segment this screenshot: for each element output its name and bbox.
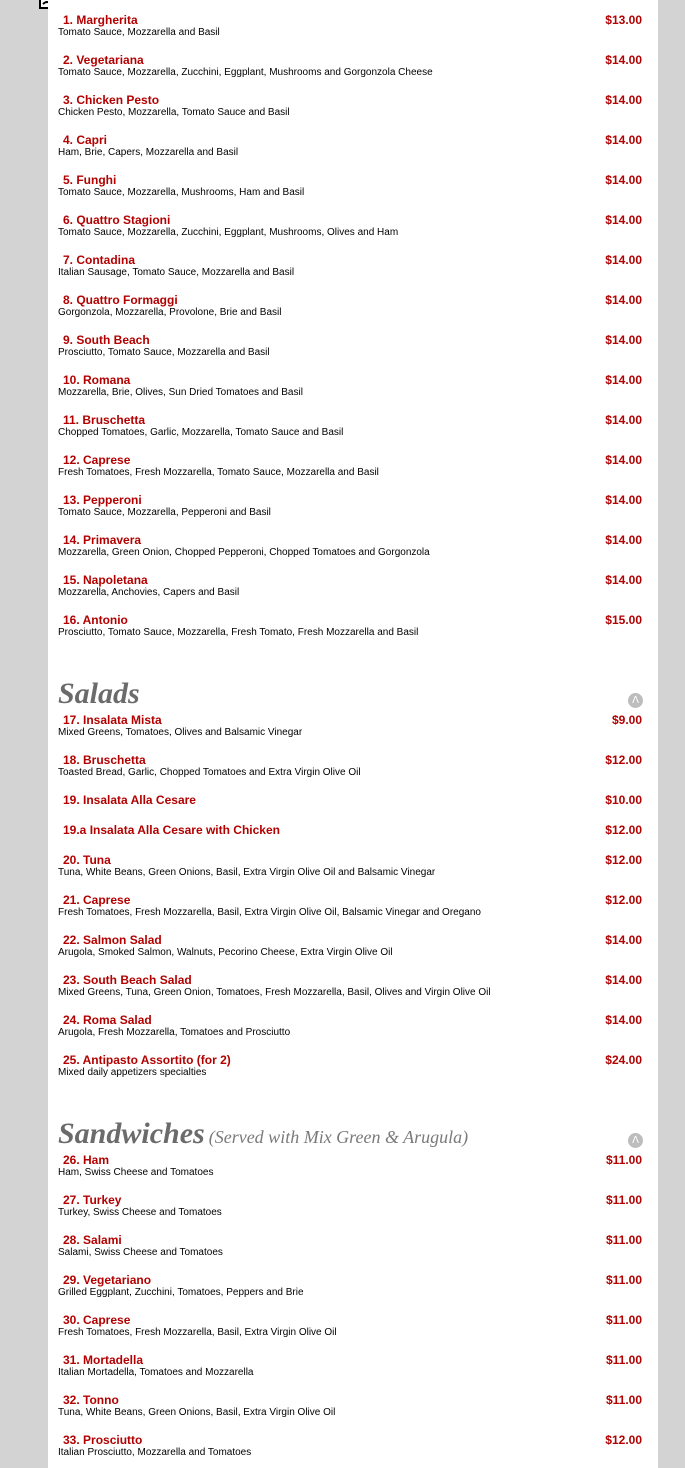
item-name: 15. Napoletana <box>63 573 148 587</box>
item-name: 13. Pepperoni <box>63 493 142 507</box>
item-description: Mozzarella, Anchovies, Capers and Basil <box>58 587 240 598</box>
item-name: 28. Salami <box>63 1233 122 1247</box>
item-price: $14.00 <box>605 1013 642 1027</box>
item-price: $24.00 <box>605 1053 642 1067</box>
section-title-salads: Salads <box>58 677 140 710</box>
item-description: Ham, Brie, Capers, Mozzarella and Basil <box>58 147 239 158</box>
item-name: 14. Primavera <box>63 533 142 547</box>
item-name: 9. South Beach <box>63 333 150 347</box>
item-description: Mozzarella, Green Onion, Chopped Pepperoni, Chopped Tomatoes and Gorgonzola <box>58 547 430 558</box>
item-price: $14.00 <box>605 573 642 587</box>
back-to-top-icon[interactable]: Λ <box>628 1133 643 1148</box>
item-name: 16. Antonio <box>63 613 128 627</box>
item-price: $14.00 <box>605 173 642 187</box>
item-price: $13.00 <box>605 13 642 27</box>
item-description: Mixed Greens, Tuna, Green Onion, Tomatoes, Fresh Mozzarella, Basil, Olives and Virgin Olive Oil <box>58 987 491 998</box>
item-price: $11.00 <box>605 1153 642 1167</box>
back-to-top-icon[interactable]: Λ <box>628 693 643 708</box>
item-name: 25. Antipasto Assortito (for 2) <box>63 1053 231 1067</box>
item-name: 2. Vegetariana <box>63 53 144 67</box>
item-name: 11. Bruschetta <box>63 413 146 427</box>
item-name: 17. Insalata Mista <box>63 713 162 727</box>
item-description: Prosciutto, Tomato Sauce, Mozzarella and Basil <box>58 347 270 358</box>
item-name: 7. Contadina <box>63 253 136 267</box>
item-price: $11.00 <box>605 1193 642 1207</box>
item-name: 1. Margherita <box>63 13 138 27</box>
item-price: $12.00 <box>605 1433 642 1447</box>
item-price: $11.00 <box>605 1313 642 1327</box>
item-price: $11.00 <box>605 1393 642 1407</box>
item-name: 21. Caprese <box>63 893 131 907</box>
item-price: $14.00 <box>605 133 642 147</box>
item-description: Turkey, Swiss Cheese and Tomatoes <box>58 1207 222 1218</box>
item-description: Tomato Sauce, Mozzarella, Zucchini, Eggplant, Mushrooms and Gorgonzola Cheese <box>58 67 433 78</box>
item-name: 30. Caprese <box>63 1313 131 1327</box>
item-price: $14.00 <box>605 493 642 507</box>
item-price: $14.00 <box>605 53 642 67</box>
item-description: Fresh Tomatoes, Fresh Mozzarella, Basil, Extra Virgin Olive Oil, Balsamic Vinegar and Oregano <box>58 907 481 918</box>
item-description: Italian Mortadella, Tomatoes and Mozzarella <box>58 1367 254 1378</box>
item-description: Arugola, Smoked Salmon, Walnuts, Pecorino Cheese, Extra Virgin Olive Oil <box>58 947 393 958</box>
item-description: Ham, Swiss Cheese and Tomatoes <box>58 1167 214 1178</box>
item-price: $12.00 <box>605 853 642 867</box>
item-description: Gorgonzola, Mozzarella, Provolone, Brie and Basil <box>58 307 282 318</box>
item-name: 33. Prosciutto <box>63 1433 143 1447</box>
item-description: Mixed Greens, Tomatoes, Olives and Balsamic Vinegar <box>58 727 303 738</box>
item-price: $14.00 <box>605 453 642 467</box>
item-name: 3. Chicken Pesto <box>63 93 160 107</box>
item-price: $14.00 <box>605 293 642 307</box>
item-name: 32. Tonno <box>63 1393 119 1407</box>
item-name: 23. South Beach Salad <box>63 973 192 987</box>
item-price: $12.00 <box>605 753 642 767</box>
item-name: 4. Capri <box>63 133 108 147</box>
item-name: 31. Mortadella <box>63 1353 144 1367</box>
item-description: Chopped Tomatoes, Garlic, Mozzarella, Tomato Sauce and Basil <box>58 427 344 438</box>
item-price: $14.00 <box>605 973 642 987</box>
item-description: Fresh Tomatoes, Fresh Mozzarella, Tomato Sauce, Mozzarella and Basil <box>58 467 379 478</box>
item-name: 12. Caprese <box>63 453 131 467</box>
item-description: Italian Sausage, Tomato Sauce, Mozzarella and Basil <box>58 267 295 278</box>
item-description: Tuna, White Beans, Green Onions, Basil, Extra Virgin Olive Oil and Balsamic Vinegar <box>58 867 436 878</box>
item-name: 29. Vegetariano <box>63 1273 152 1287</box>
item-description: Italian Prosciutto, Mozzarella and Tomatoes <box>58 1447 252 1458</box>
item-name: 8. Quattro Formaggi <box>63 293 178 307</box>
item-price: $14.00 <box>605 533 642 547</box>
item-price: $11.00 <box>605 1273 642 1287</box>
item-name: 5. Funghi <box>63 173 117 187</box>
item-description: Mozzarella, Brie, Olives, Sun Dried Tomatoes and Basil <box>58 387 303 398</box>
item-name: 19.a Insalata Alla Cesare with Chicken <box>63 823 280 837</box>
menu-page <box>48 0 658 1468</box>
item-name: 10. Romana <box>63 373 131 387</box>
item-name: 22. Salmon Salad <box>63 933 162 947</box>
item-price: $14.00 <box>605 213 642 227</box>
item-name: 24. Roma Salad <box>63 1013 152 1027</box>
item-price: $15.00 <box>605 613 642 627</box>
item-description: Salami, Swiss Cheese and Tomatoes <box>58 1247 223 1258</box>
item-price: $12.00 <box>605 823 642 837</box>
item-description: Toasted Bread, Garlic, Chopped Tomatoes and Extra Virgin Olive Oil <box>58 767 361 778</box>
item-price: $10.00 <box>605 793 642 807</box>
item-description: Chicken Pesto, Mozzarella, Tomato Sauce and Basil <box>58 107 290 118</box>
item-description: Mixed daily appetizers specialties <box>58 1067 207 1078</box>
item-name: 19. Insalata Alla Cesare <box>63 793 196 807</box>
item-price: $11.00 <box>605 1353 642 1367</box>
section-title-sandwiches <box>58 1117 468 1154</box>
item-price: $14.00 <box>605 933 642 947</box>
item-price: $9.00 <box>611 713 642 727</box>
item-price: $14.00 <box>605 253 642 267</box>
item-price: $11.00 <box>605 1233 642 1247</box>
item-price: $14.00 <box>605 413 642 427</box>
item-description: Tomato Sauce, Mozzarella, Zucchini, Eggplant, Mushrooms, Olives and Ham <box>58 227 399 238</box>
item-name: 27. Turkey <box>63 1193 122 1207</box>
item-name: 26. Ham <box>63 1153 110 1167</box>
item-price: $14.00 <box>605 333 642 347</box>
item-description: Tomato Sauce, Mozzarella, Mushrooms, Ham and Basil <box>58 187 305 198</box>
item-name: 6. Quattro Stagioni <box>63 213 171 227</box>
item-name: 18. Bruschetta <box>63 753 146 767</box>
sandwiches-subtitle: (Served with Mix Green & Arugula) <box>208 1127 469 1147</box>
item-description: Tuna, White Beans, Green Onions, Basil, Extra Virgin Olive Oil <box>58 1407 336 1418</box>
item-name: 20. Tuna <box>63 853 111 867</box>
item-description: Grilled Eggplant, Zucchini, Tomatoes, Peppers and Brie <box>58 1287 304 1298</box>
sandwiches-title-text: Sandwiches <box>58 1117 205 1150</box>
item-price: $14.00 <box>605 93 642 107</box>
item-description: Tomato Sauce, Mozzarella, Pepperoni and Basil <box>58 507 271 518</box>
item-price: $14.00 <box>605 373 642 387</box>
item-description: Prosciutto, Tomato Sauce, Mozzarella, Fresh Tomato, Fresh Mozzarella and Basil <box>58 627 419 638</box>
item-description: Fresh Tomatoes, Fresh Mozzarella, Basil, Extra Virgin Olive Oil <box>58 1327 337 1338</box>
item-description: Tomato Sauce, Mozzarella and Basil <box>58 27 220 38</box>
item-description: Arugola, Fresh Mozzarella, Tomatoes and Prosciutto <box>58 1027 291 1038</box>
item-price: $12.00 <box>605 893 642 907</box>
